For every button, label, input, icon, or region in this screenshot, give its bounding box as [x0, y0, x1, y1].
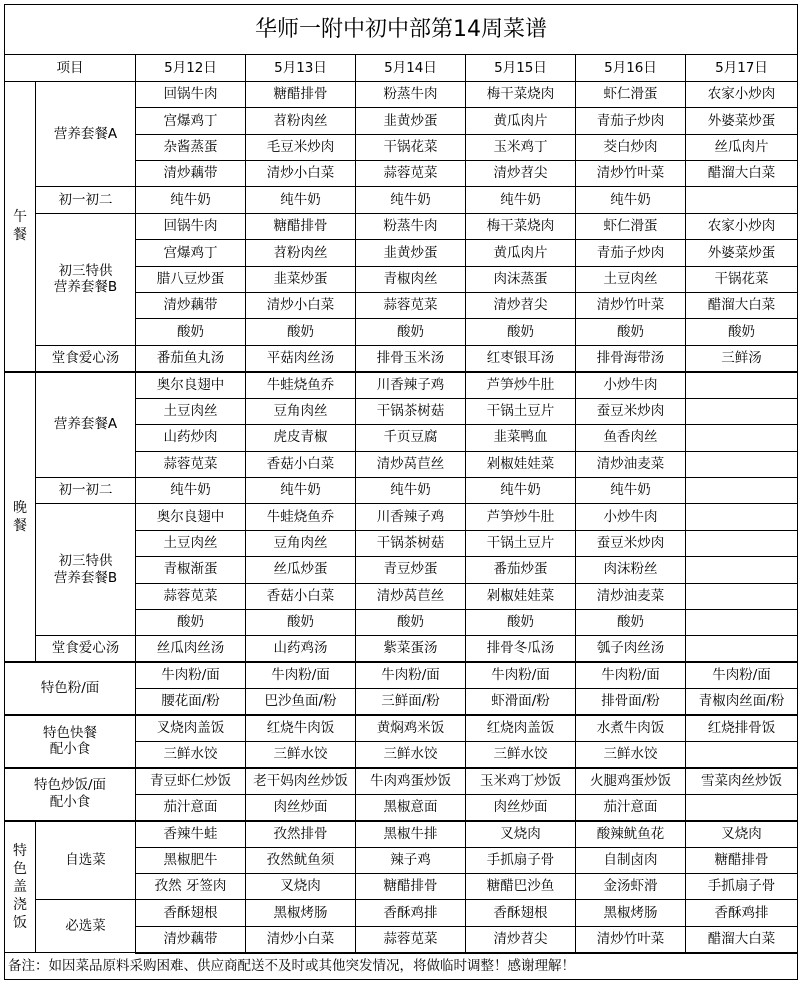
dish-cell: 牛蛙烧鱼乔: [246, 504, 356, 530]
dish-cell: 剁椒娃娃菜: [466, 583, 576, 609]
dish-cell: 虾仁滑蛋: [576, 213, 686, 239]
dish-cell: 茄汁意面: [576, 794, 686, 820]
date-header: 5月14日: [356, 55, 466, 81]
dish-cell: 纯牛奶: [136, 477, 246, 503]
dish-cell: 清炒莴苣丝: [356, 451, 466, 477]
package-b-label-line: 初三特供: [58, 262, 113, 279]
dish-cell: [686, 398, 798, 424]
dish-cell: 叉烧肉: [686, 821, 798, 847]
dish-cell: 牛肉粉/面: [576, 662, 686, 688]
dish-cell: 苕粉肉丝: [246, 108, 356, 134]
dish-cell: 蚕豆米炒肉: [576, 398, 686, 424]
dish-cell: 豆角肉丝: [246, 398, 356, 424]
dish-cell: 青豆炒蛋: [356, 557, 466, 583]
optional-dishes-label: 自选菜: [36, 821, 136, 900]
menu-row: [5, 372, 798, 398]
dish-cell: 腊八豆炒蛋: [136, 266, 246, 292]
dish-cell: 纯牛奶: [466, 187, 576, 213]
dish-cell: 牛蛙烧鱼乔: [246, 372, 356, 398]
dish-cell: 蒜蓉苋菜: [136, 583, 246, 609]
dish-cell: 酸奶: [136, 609, 246, 635]
menu-row: [5, 477, 798, 503]
package-b-label-line: 初三特供: [58, 552, 113, 569]
rice-bowl-label-line: 饭: [13, 915, 27, 932]
dish-cell: 红烧肉盖饭: [466, 715, 576, 741]
dish-cell: 黑椒烤肠: [576, 900, 686, 926]
dish-cell: 叉烧肉: [466, 821, 576, 847]
dish-cell: 糖醋排骨: [356, 874, 466, 900]
dish-cell: 酸奶: [686, 319, 798, 345]
dish-cell: 紫菜蛋汤: [356, 636, 466, 662]
package-b-label-line: 营养套餐B: [53, 569, 118, 586]
dish-cell: [686, 609, 798, 635]
dish-cell: [686, 372, 798, 398]
dish-cell: 芦笋炒牛肚: [466, 372, 576, 398]
item-header: 项目: [5, 55, 136, 81]
fast_meal-label-line: 配小食: [49, 741, 91, 758]
dish-cell: 纯牛奶: [356, 477, 466, 503]
dish-cell: 三鲜水饺: [466, 741, 576, 767]
dish-cell: 粉蒸牛肉: [356, 81, 466, 107]
dish-cell: 外婆菜炒蛋: [686, 108, 798, 134]
dish-cell: 青椒肉丝: [356, 266, 466, 292]
dish-cell: 清炒藕带: [136, 161, 246, 187]
dish-cell: 青茄子炒肉: [576, 240, 686, 266]
dish-cell: 小炒牛肉: [576, 504, 686, 530]
lunch-meal-label-line: 餐: [13, 227, 27, 244]
package-b-label-line: 营养套餐B: [53, 279, 118, 296]
dish-cell: 孜然 牙签肉: [136, 874, 246, 900]
dish-cell: [686, 583, 798, 609]
dish-cell: 香菇小白菜: [246, 583, 356, 609]
dish-cell: 干锅土豆片: [466, 530, 576, 556]
menu-row: [5, 81, 798, 107]
dish-cell: 千页豆腐: [356, 425, 466, 451]
grade12-label: 初一初二: [36, 187, 136, 213]
dish-cell: 三鲜面/粉: [356, 689, 466, 715]
dish-cell: 牛肉粉/面: [246, 662, 356, 688]
soup-label: 堂食爱心汤: [36, 345, 136, 371]
dish-cell: 清炒小白菜: [246, 293, 356, 319]
dish-cell: 外婆菜炒蛋: [686, 240, 798, 266]
dish-cell: 糖醋排骨: [246, 213, 356, 239]
dish-cell: 鱼香肉丝: [576, 425, 686, 451]
dish-cell: [686, 636, 798, 662]
dish-cell: 清炒苕尖: [466, 161, 576, 187]
dish-cell: 醋溜大白菜: [686, 161, 798, 187]
dish-cell: 水煮牛肉饭: [576, 715, 686, 741]
dish-cell: 孜然鱿鱼须: [246, 847, 356, 873]
fast_meal-label-line: 特色快餐: [43, 724, 97, 741]
dish-cell: 黑椒牛排: [356, 821, 466, 847]
dish-cell: 醋溜大白菜: [686, 293, 798, 319]
dish-cell: 雪菜肉丝炒饭: [686, 768, 798, 794]
dish-cell: 韭黄炒蛋: [356, 108, 466, 134]
package-a-label: 营养套餐A: [36, 372, 136, 478]
dish-cell: 虎皮青椒: [246, 425, 356, 451]
dish-cell: 川香辣子鸡: [356, 372, 466, 398]
dish-cell: [686, 187, 798, 213]
menu-row: [5, 900, 798, 926]
dish-cell: 老干妈肉丝炒饭: [246, 768, 356, 794]
dish-cell: 青椒肉丝面/粉: [686, 689, 798, 715]
dish-cell: 酸奶: [246, 319, 356, 345]
dish-cell: 青椒渐蛋: [136, 557, 246, 583]
dinner-meal-label-line: 餐: [13, 518, 27, 535]
menu-row: [5, 213, 798, 239]
dish-cell: 酸奶: [356, 609, 466, 635]
dish-cell: 三鲜水饺: [246, 741, 356, 767]
dish-cell: 苕粉肉丝: [246, 240, 356, 266]
package-b-label: [36, 213, 136, 345]
dish-cell: 韭菜炒蛋: [246, 266, 356, 292]
dish-cell: 排骨冬瓜汤: [466, 636, 576, 662]
menu-table: [4, 4, 798, 980]
dish-cell: 酸奶: [576, 609, 686, 635]
dish-cell: 自制卤肉: [576, 847, 686, 873]
dish-cell: 香辣牛蛙: [136, 821, 246, 847]
rice-bowl-label: [5, 821, 36, 953]
date-header: 5月16日: [576, 55, 686, 81]
dish-cell: 干锅土豆片: [466, 398, 576, 424]
dish-cell: 豆角肉丝: [246, 530, 356, 556]
footer-note: 备注：如因菜品原料采购困难、供应商配送不及时或其他突发情况，将做临时调整！感谢理解！: [5, 953, 798, 980]
dish-cell: 茭白炒肉: [576, 134, 686, 160]
dish-cell: 丝瓜炒蛋: [246, 557, 356, 583]
grade12-label: 初一初二: [36, 477, 136, 503]
dish-cell: [686, 741, 798, 767]
dish-cell: 酸奶: [576, 319, 686, 345]
dish-cell: 腰花面/粉: [136, 689, 246, 715]
dish-cell: 黄瓜肉片: [466, 108, 576, 134]
fried-label-line: 配小食: [49, 794, 91, 811]
dish-cell: 香酥鸡排: [356, 900, 466, 926]
menu-row: [5, 636, 798, 662]
dish-cell: 青豆虾仁炒饭: [136, 768, 246, 794]
dish-cell: 山药鸡汤: [246, 636, 356, 662]
dish-cell: 清炒莴苣丝: [356, 583, 466, 609]
dish-cell: 蒜蓉苋菜: [356, 926, 466, 952]
dish-cell: 韭菜鸭血: [466, 425, 576, 451]
dish-cell: 虾仁滑蛋: [576, 81, 686, 107]
dish-cell: 小炒牛肉: [576, 372, 686, 398]
dish-cell: 牛肉粉/面: [356, 662, 466, 688]
dish-cell: 排骨玉米汤: [356, 345, 466, 371]
fried-label-line: 特色炒饭/面: [33, 777, 107, 794]
package-a-label: 营养套餐A: [36, 81, 136, 187]
dish-cell: 山药炒肉: [136, 425, 246, 451]
dish-cell: 叉烧肉: [246, 874, 356, 900]
menu-row: [5, 5, 798, 55]
menu-row: [5, 187, 798, 213]
dish-cell: 巴沙鱼面/粉: [246, 689, 356, 715]
dish-cell: [686, 794, 798, 820]
dish-cell: 农家小炒肉: [686, 81, 798, 107]
noodles-label: 特色粉/面: [5, 662, 136, 715]
dish-cell: 清炒藕带: [136, 293, 246, 319]
dish-cell: 干锅茶树菇: [356, 398, 466, 424]
menu-row: [5, 345, 798, 371]
dish-cell: 排骨面/粉: [576, 689, 686, 715]
dish-cell: 清炒竹叶菜: [576, 161, 686, 187]
date-header: 5月17日: [686, 55, 798, 81]
dish-cell: 干锅花菜: [356, 134, 466, 160]
lunch-meal-label: [5, 81, 36, 371]
dish-cell: 清炒油麦菜: [576, 583, 686, 609]
dish-cell: [686, 477, 798, 503]
dish-cell: 酸辣鱿鱼花: [576, 821, 686, 847]
package-b-label: [36, 504, 136, 636]
dish-cell: 玉米鸡丁炒饭: [466, 768, 576, 794]
dish-cell: [686, 451, 798, 477]
dish-cell: 牛肉粉/面: [686, 662, 798, 688]
dish-cell: 牛肉鸡蛋炒饭: [356, 768, 466, 794]
dinner-meal-label-line: 晚: [13, 499, 27, 516]
dish-cell: 黄焖鸡米饭: [356, 715, 466, 741]
fried-label: [5, 768, 136, 821]
dish-cell: 手抓扇子骨: [466, 847, 576, 873]
dish-cell: 酸奶: [246, 609, 356, 635]
menu-row: [5, 662, 798, 688]
menu-row: [5, 821, 798, 847]
date-header: 5月12日: [136, 55, 246, 81]
dish-cell: 香酥鸡排: [686, 900, 798, 926]
dish-cell: [686, 530, 798, 556]
dish-cell: 金汤虾滑: [576, 874, 686, 900]
dish-cell: 酸奶: [466, 609, 576, 635]
dish-cell: 纯牛奶: [576, 187, 686, 213]
dish-cell: 叉烧肉盖饭: [136, 715, 246, 741]
dish-cell: 纯牛奶: [136, 187, 246, 213]
dish-cell: 茄汁意面: [136, 794, 246, 820]
dish-cell: 清炒藕带: [136, 926, 246, 952]
dish-cell: 宫爆鸡丁: [136, 108, 246, 134]
dish-cell: 清炒苕尖: [466, 293, 576, 319]
dish-cell: 青茄子炒肉: [576, 108, 686, 134]
dish-cell: 清炒小白菜: [246, 926, 356, 952]
dish-cell: 糖醋排骨: [686, 847, 798, 873]
dish-cell: 清炒苕尖: [466, 926, 576, 952]
dish-cell: 奥尔良翅中: [136, 372, 246, 398]
dish-cell: 梅干菜烧肉: [466, 213, 576, 239]
dish-cell: 剁椒娃娃菜: [466, 451, 576, 477]
dish-cell: 酸奶: [136, 319, 246, 345]
dish-cell: 毛豆米炒肉: [246, 134, 356, 160]
rice-bowl-label-line: 浇: [13, 897, 27, 914]
menu-row: [5, 768, 798, 794]
dish-cell: 回锅牛肉: [136, 81, 246, 107]
dish-cell: 香酥翅根: [466, 900, 576, 926]
date-header: 5月15日: [466, 55, 576, 81]
dish-cell: 农家小炒肉: [686, 213, 798, 239]
dish-cell: 平菇肉丝汤: [246, 345, 356, 371]
dish-cell: 回锅牛肉: [136, 213, 246, 239]
dish-cell: 肉沫蒸蛋: [466, 266, 576, 292]
menu-row: [5, 504, 798, 530]
dish-cell: 纯牛奶: [466, 477, 576, 503]
dish-cell: 杂酱蒸蛋: [136, 134, 246, 160]
dish-cell: 火腿鸡蛋炒饭: [576, 768, 686, 794]
dish-cell: 孜然排骨: [246, 821, 356, 847]
dish-cell: 纯牛奶: [576, 477, 686, 503]
dish-cell: 黑椒意面: [356, 794, 466, 820]
dish-cell: [686, 504, 798, 530]
date-header: 5月13日: [246, 55, 356, 81]
dish-cell: 瓠子肉丝汤: [576, 636, 686, 662]
dish-cell: 黑椒烤肠: [246, 900, 356, 926]
lunch-meal-label-line: 午: [13, 209, 27, 226]
dish-cell: 三鲜水饺: [356, 741, 466, 767]
required-dishes-label: 必选菜: [36, 900, 136, 953]
dish-cell: 三鲜汤: [686, 345, 798, 371]
dish-cell: 糖醋巴沙鱼: [466, 874, 576, 900]
dinner-meal-label: [5, 372, 36, 662]
dish-cell: 黄瓜肉片: [466, 240, 576, 266]
dish-cell: 韭黄炒蛋: [356, 240, 466, 266]
dish-cell: 酸奶: [356, 319, 466, 345]
dish-cell: 梅干菜烧肉: [466, 81, 576, 107]
dish-cell: 土豆肉丝: [136, 398, 246, 424]
dish-cell: 牛肉粉/面: [466, 662, 576, 688]
menu-row: [5, 953, 798, 980]
dish-cell: 酸奶: [466, 319, 576, 345]
dish-cell: 黑椒肥牛: [136, 847, 246, 873]
dish-cell: 红烧牛肉饭: [246, 715, 356, 741]
dish-cell: 香菇小白菜: [246, 451, 356, 477]
dish-cell: 清炒小白菜: [246, 161, 356, 187]
page-title: 华师一附中初中部第14周菜谱: [5, 5, 798, 55]
dish-cell: 清炒竹叶菜: [576, 926, 686, 952]
dish-cell: 香酥翅根: [136, 900, 246, 926]
rice-bowl-label-line: 特: [13, 842, 27, 859]
dish-cell: 肉丝炒面: [246, 794, 356, 820]
dish-cell: 蒜蓉苋菜: [356, 161, 466, 187]
dish-cell: 虾滑面/粉: [466, 689, 576, 715]
dish-cell: 肉丝炒面: [466, 794, 576, 820]
fast_meal-label: [5, 715, 136, 768]
dish-cell: 干锅茶树菇: [356, 530, 466, 556]
dish-cell: 玉米鸡丁: [466, 134, 576, 160]
dish-cell: 土豆肉丝: [576, 266, 686, 292]
dish-cell: 清炒油麦菜: [576, 451, 686, 477]
dish-cell: 纯牛奶: [246, 477, 356, 503]
dish-cell: 蚕豆米炒肉: [576, 530, 686, 556]
dish-cell: 红枣银耳汤: [466, 345, 576, 371]
dish-cell: 粉蒸牛肉: [356, 213, 466, 239]
dish-cell: 蒜蓉苋菜: [356, 293, 466, 319]
dish-cell: 蒜蓉苋菜: [136, 451, 246, 477]
dish-cell: 三鲜水饺: [136, 741, 246, 767]
dish-cell: 排骨海带汤: [576, 345, 686, 371]
menu-row: [5, 55, 798, 81]
soup-label: 堂食爱心汤: [36, 636, 136, 662]
dish-cell: 芦笋炒牛肚: [466, 504, 576, 530]
dish-cell: 土豆肉丝: [136, 530, 246, 556]
menu-row: [5, 715, 798, 741]
dish-cell: 丝瓜肉片: [686, 134, 798, 160]
dish-cell: 番茄鱼丸汤: [136, 345, 246, 371]
dish-cell: 川香辣子鸡: [356, 504, 466, 530]
rice-bowl-label-line: 盖: [13, 878, 27, 895]
dish-cell: 三鲜水饺: [576, 741, 686, 767]
dish-cell: 手抓扇子骨: [686, 874, 798, 900]
dish-cell: 纯牛奶: [246, 187, 356, 213]
dish-cell: 牛肉粉/面: [136, 662, 246, 688]
dish-cell: 肉沫粉丝: [576, 557, 686, 583]
dish-cell: 丝瓜肉丝汤: [136, 636, 246, 662]
dish-cell: 醋溜大白菜: [686, 926, 798, 952]
dish-cell: [686, 557, 798, 583]
dish-cell: 红烧排骨饭: [686, 715, 798, 741]
dish-cell: [686, 425, 798, 451]
dish-cell: 奥尔良翅中: [136, 504, 246, 530]
dish-cell: 纯牛奶: [356, 187, 466, 213]
dish-cell: 糖醋排骨: [246, 81, 356, 107]
dish-cell: 辣子鸡: [356, 847, 466, 873]
rice-bowl-label-line: 色: [13, 860, 27, 877]
dish-cell: 番茄炒蛋: [466, 557, 576, 583]
dish-cell: 清炒竹叶菜: [576, 293, 686, 319]
dish-cell: 干锅花菜: [686, 266, 798, 292]
dish-cell: 宫爆鸡丁: [136, 240, 246, 266]
